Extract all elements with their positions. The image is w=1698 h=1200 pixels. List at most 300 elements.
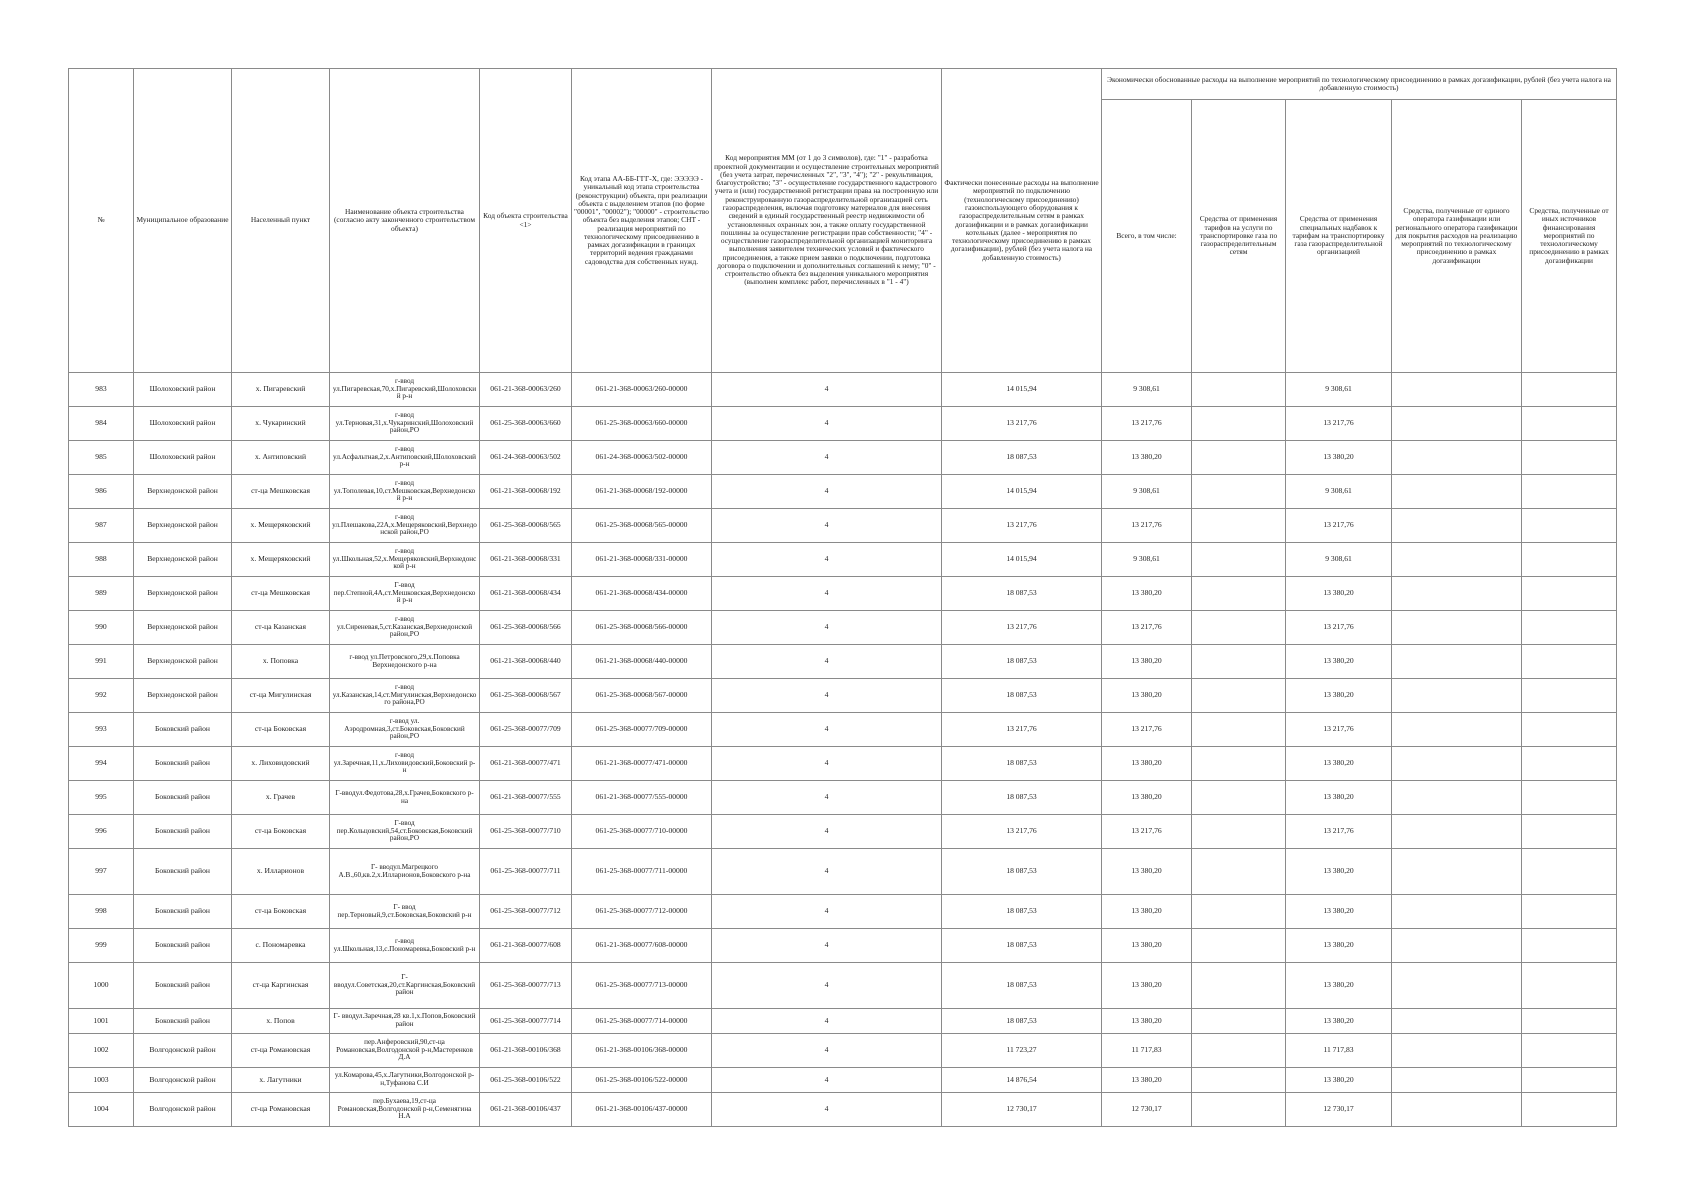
other-sources-cell <box>1522 1068 1617 1093</box>
municipality-cell: Боковский район <box>134 747 232 781</box>
object-code-cell: 061-21-368-00106/368 <box>480 1034 572 1068</box>
actual-costs-cell: 18 087,53 <box>942 781 1102 815</box>
total-cell: 13 380,20 <box>1102 849 1192 895</box>
single-operator-cell <box>1392 963 1522 1009</box>
special-markups-cell: 13 380,20 <box>1286 747 1392 781</box>
actual-costs-cell: 14 015,94 <box>942 543 1102 577</box>
total-cell: 13 217,76 <box>1102 815 1192 849</box>
tariff-services-cell <box>1192 815 1286 849</box>
actual-costs-cell: 14 876,54 <box>942 1068 1102 1093</box>
event-code-cell: 4 <box>712 407 942 441</box>
special-markups-cell: 13 380,20 <box>1286 1009 1392 1034</box>
tariff-services-cell <box>1192 577 1286 611</box>
object-code-cell: 061-21-368-00068/440 <box>480 645 572 679</box>
object-code-cell: 061-25-368-00077/714 <box>480 1009 572 1034</box>
single-operator-cell <box>1392 929 1522 963</box>
table-row <box>69 1068 1617 1093</box>
actual-costs-cell: 18 087,53 <box>942 645 1102 679</box>
special-markups-cell: 13 380,20 <box>1286 645 1392 679</box>
single-operator-cell <box>1392 543 1522 577</box>
tariff-services-cell <box>1192 849 1286 895</box>
locality-cell: ст-ца Мешковская <box>232 577 330 611</box>
total-cell: 13 380,20 <box>1102 929 1192 963</box>
locality-cell: х. Попов <box>232 1009 330 1034</box>
row-number: 998 <box>69 895 134 929</box>
stage-code-cell: 061-25-368-00077/711-00000 <box>572 849 712 895</box>
stage-code-cell: 061-21-368-00077/471-00000 <box>572 747 712 781</box>
tariff-services-cell <box>1192 543 1286 577</box>
object-code-cell: 061-25-368-00077/713 <box>480 963 572 1009</box>
actual-costs-cell: 18 087,53 <box>942 963 1102 1009</box>
object-code-cell: 061-25-368-00068/567 <box>480 679 572 713</box>
special-markups-cell: 12 730,17 <box>1286 1093 1392 1127</box>
single-operator-cell <box>1392 895 1522 929</box>
locality-cell: ст-ца Мешковская <box>232 475 330 509</box>
municipality-cell: Верхнедонской район <box>134 611 232 645</box>
special-markups-cell: 13 380,20 <box>1286 441 1392 475</box>
locality-cell: х. Грачев <box>232 781 330 815</box>
municipality-cell: Шолоховский район <box>134 373 232 407</box>
object-code-cell: 061-25-368-00068/565 <box>480 509 572 543</box>
other-sources-cell <box>1522 611 1617 645</box>
locality-cell: ст-ца Боковская <box>232 815 330 849</box>
row-number: 991 <box>69 645 134 679</box>
event-code-cell: 4 <box>712 815 942 849</box>
stage-code-cell: 061-25-368-00077/713-00000 <box>572 963 712 1009</box>
object-name-cell: г-ввод ул.Школьная,13,с.Пономаревка,Боковский р-н <box>330 929 480 963</box>
locality-cell: х. Лагутники <box>232 1068 330 1093</box>
table-body <box>69 373 1617 1127</box>
tariff-services-cell <box>1192 1034 1286 1068</box>
event-code-cell: 4 <box>712 577 942 611</box>
special-markups-cell: 13 217,76 <box>1286 407 1392 441</box>
tariff-services-cell <box>1192 713 1286 747</box>
municipality-cell: Боковский район <box>134 1009 232 1034</box>
table-row <box>69 1093 1617 1127</box>
total-cell: 13 217,76 <box>1102 407 1192 441</box>
object-name-cell: Г-вводул.Федотова,28,х.Грачев,Боковского р-на <box>330 781 480 815</box>
actual-costs-cell: 18 087,53 <box>942 747 1102 781</box>
row-number: 996 <box>69 815 134 849</box>
other-sources-cell <box>1522 781 1617 815</box>
locality-cell: с. Пономаревка <box>232 929 330 963</box>
single-operator-cell <box>1392 577 1522 611</box>
object-name-cell: Г-ввод пер.Степной,4А,ст.Мешковская,Верхнедонской р-н <box>330 577 480 611</box>
table-row <box>69 475 1617 509</box>
tariff-services-cell <box>1192 1068 1286 1093</box>
stage-code-cell: 061-21-368-00106/368-00000 <box>572 1034 712 1068</box>
total-cell: 13 380,20 <box>1102 441 1192 475</box>
single-operator-cell <box>1392 509 1522 543</box>
event-code-cell: 4 <box>712 645 942 679</box>
other-sources-cell <box>1522 1093 1617 1127</box>
event-code-cell: 4 <box>712 475 942 509</box>
row-number: 989 <box>69 577 134 611</box>
event-code-cell: 4 <box>712 611 942 645</box>
municipality-cell: Верхнедонской район <box>134 577 232 611</box>
actual-costs-cell: 18 087,53 <box>942 849 1102 895</box>
special-markups-cell: 13 380,20 <box>1286 895 1392 929</box>
locality-cell: ст-ца Боковская <box>232 713 330 747</box>
table-row <box>69 509 1617 543</box>
table-row <box>69 1034 1617 1068</box>
object-code-cell: 061-25-368-00077/709 <box>480 713 572 747</box>
event-code-cell: 4 <box>712 373 942 407</box>
col-header-tariff-services: Средства от применения тарифов на услуги по транспортировке газа по газораспределительным сетям <box>1192 100 1286 373</box>
locality-cell: ст-ца Казанская <box>232 611 330 645</box>
object-code-cell: 061-25-368-00077/711 <box>480 849 572 895</box>
col-header-economic-group: Экономически обоснованные расходы на выполнение мероприятий по технологическому присоединению в рамках догазификации, рублей (без учета налога на добавленную стоимость) <box>1102 69 1617 100</box>
table-row <box>69 929 1617 963</box>
tariff-services-cell <box>1192 929 1286 963</box>
municipality-cell: Волгодонской район <box>134 1068 232 1093</box>
object-code-cell: 061-21-368-00068/192 <box>480 475 572 509</box>
actual-costs-cell: 11 723,27 <box>942 1034 1102 1068</box>
total-cell: 13 217,76 <box>1102 713 1192 747</box>
event-code-cell: 4 <box>712 895 942 929</box>
tariff-services-cell <box>1192 441 1286 475</box>
object-code-cell: 061-21-368-00106/437 <box>480 1093 572 1127</box>
object-name-cell: г-ввод ул.Заречная,11,х.Лиховидовский,Боковский р-н <box>330 747 480 781</box>
locality-cell: х. Чукаринский <box>232 407 330 441</box>
total-cell: 13 380,20 <box>1102 1068 1192 1093</box>
object-code-cell: 061-25-368-00068/566 <box>480 611 572 645</box>
other-sources-cell <box>1522 577 1617 611</box>
municipality-cell: Боковский район <box>134 849 232 895</box>
row-number: 994 <box>69 747 134 781</box>
single-operator-cell <box>1392 475 1522 509</box>
event-code-cell: 4 <box>712 1034 942 1068</box>
other-sources-cell <box>1522 645 1617 679</box>
col-header-locality: Населенный пункт <box>232 69 330 373</box>
municipality-cell: Шолоховский район <box>134 441 232 475</box>
actual-costs-cell: 13 217,76 <box>942 509 1102 543</box>
municipality-cell: Боковский район <box>134 895 232 929</box>
actual-costs-cell: 18 087,53 <box>942 577 1102 611</box>
actual-costs-cell: 12 730,17 <box>942 1093 1102 1127</box>
actual-costs-cell: 18 087,53 <box>942 895 1102 929</box>
event-code-cell: 4 <box>712 441 942 475</box>
single-operator-cell <box>1392 747 1522 781</box>
event-code-cell: 4 <box>712 713 942 747</box>
municipality-cell: Волгодонской район <box>134 1034 232 1068</box>
special-markups-cell: 13 217,76 <box>1286 815 1392 849</box>
table-row <box>69 781 1617 815</box>
col-header-municipality: Муниципальное образование <box>134 69 232 373</box>
tariff-services-cell <box>1192 373 1286 407</box>
special-markups-cell: 13 217,76 <box>1286 713 1392 747</box>
single-operator-cell <box>1392 611 1522 645</box>
actual-costs-cell: 13 217,76 <box>942 713 1102 747</box>
object-name-cell: г-ввод ул.Плешакова,22А,х.Мещеряковский,Верхнедонской район,РО <box>330 509 480 543</box>
municipality-cell: Верхнедонской район <box>134 679 232 713</box>
special-markups-cell: 13 380,20 <box>1286 679 1392 713</box>
special-markups-cell: 13 380,20 <box>1286 577 1392 611</box>
actual-costs-cell: 13 217,76 <box>942 815 1102 849</box>
object-name-cell: Г- вводул.Магрецкого А.В.,60,кв.2,х.Илларионов,Боковского р-на <box>330 849 480 895</box>
row-number: 986 <box>69 475 134 509</box>
actual-costs-cell: 14 015,94 <box>942 373 1102 407</box>
other-sources-cell <box>1522 373 1617 407</box>
special-markups-cell: 13 380,20 <box>1286 781 1392 815</box>
actual-costs-cell: 18 087,53 <box>942 929 1102 963</box>
total-cell: 13 217,76 <box>1102 611 1192 645</box>
total-cell: 9 308,61 <box>1102 475 1192 509</box>
locality-cell: х. Поповка <box>232 645 330 679</box>
col-header-actual-costs: Фактически понесенные расходы на выполнение мероприятий по подключению (технологическому присоединению) газоиспользующего оборудования к газораспределительным сетям в рамках догазификации и в рамках догазификации котельных (далее - мероприятия по технологическому присоединению в рамках догазификации), рублей (без учета налога на добавленную стоимость) <box>942 69 1102 373</box>
single-operator-cell <box>1392 679 1522 713</box>
event-code-cell: 4 <box>712 1068 942 1093</box>
table-row <box>69 713 1617 747</box>
actual-costs-cell: 18 087,53 <box>942 679 1102 713</box>
stage-code-cell: 061-25-368-00077/709-00000 <box>572 713 712 747</box>
other-sources-cell <box>1522 441 1617 475</box>
other-sources-cell <box>1522 407 1617 441</box>
stage-code-cell: 061-21-368-00068/434-00000 <box>572 577 712 611</box>
municipality-cell: Верхнедонской район <box>134 645 232 679</box>
other-sources-cell <box>1522 543 1617 577</box>
stage-code-cell: 061-25-368-00077/712-00000 <box>572 895 712 929</box>
single-operator-cell <box>1392 407 1522 441</box>
table-row <box>69 815 1617 849</box>
object-code-cell: 061-25-368-00063/660 <box>480 407 572 441</box>
total-cell: 13 380,20 <box>1102 645 1192 679</box>
municipality-cell: Боковский район <box>134 815 232 849</box>
event-code-cell: 4 <box>712 929 942 963</box>
object-name-cell: Г-ввод пер.Кольцовский,54,ст.Боковская,Боковский район,РО <box>330 815 480 849</box>
tariff-services-cell <box>1192 1009 1286 1034</box>
object-name-cell: г-ввод ул.Петровского,29,х.Поповка Верхнедонского р-на <box>330 645 480 679</box>
special-markups-cell: 13 380,20 <box>1286 963 1392 1009</box>
object-code-cell: 061-21-368-00077/555 <box>480 781 572 815</box>
locality-cell: х. Мещеряковский <box>232 543 330 577</box>
row-number: 983 <box>69 373 134 407</box>
col-header-num: № <box>69 69 134 373</box>
row-number: 999 <box>69 929 134 963</box>
table-row <box>69 373 1617 407</box>
col-header-special-markups: Средства от применения специальных надбавок к тарифам на транспортировку газа газораспределительной организацией <box>1286 100 1392 373</box>
object-code-cell: 061-25-368-00106/522 <box>480 1068 572 1093</box>
total-cell: 13 380,20 <box>1102 895 1192 929</box>
single-operator-cell <box>1392 1009 1522 1034</box>
single-operator-cell <box>1392 1068 1522 1093</box>
single-operator-cell <box>1392 1093 1522 1127</box>
tariff-services-cell <box>1192 679 1286 713</box>
municipality-cell: Верхнедонской район <box>134 509 232 543</box>
single-operator-cell <box>1392 713 1522 747</box>
event-code-cell: 4 <box>712 963 942 1009</box>
total-cell: 9 308,61 <box>1102 543 1192 577</box>
event-code-cell: 4 <box>712 679 942 713</box>
row-number: 1002 <box>69 1034 134 1068</box>
locality-cell: х. Мещеряковский <box>232 509 330 543</box>
object-name-cell: Г- ввод пер.Терновый,9,ст.Боковская,Боковский р-н <box>330 895 480 929</box>
col-header-single-operator: Средства, полученные от единого оператора газификации или регионального оператора газификации для покрытия расходов на реализацию мероприятий по технологическому присоединению в рамках догазификации <box>1392 100 1522 373</box>
stage-code-cell: 061-25-368-00077/710-00000 <box>572 815 712 849</box>
municipality-cell: Боковский район <box>134 929 232 963</box>
stage-code-cell: 061-21-368-00068/440-00000 <box>572 645 712 679</box>
event-code-cell: 4 <box>712 849 942 895</box>
gasification-cost-table <box>68 68 1617 1127</box>
col-header-object-code: Код объекта строительства <1> <box>480 69 572 373</box>
stage-code-cell: 061-25-368-00068/565-00000 <box>572 509 712 543</box>
locality-cell: ст-ца Мигулинская <box>232 679 330 713</box>
other-sources-cell <box>1522 713 1617 747</box>
stage-code-cell: 061-25-368-00106/522-00000 <box>572 1068 712 1093</box>
actual-costs-cell: 18 087,53 <box>942 441 1102 475</box>
table-row <box>69 543 1617 577</box>
table-row <box>69 407 1617 441</box>
row-number: 988 <box>69 543 134 577</box>
municipality-cell: Волгодонской район <box>134 1093 232 1127</box>
stage-code-cell: 061-21-368-00068/192-00000 <box>572 475 712 509</box>
special-markups-cell: 13 217,76 <box>1286 509 1392 543</box>
object-name-cell: г-ввод ул.Пигаревская,70,х.Пигаревский,Шолоховский р-н <box>330 373 480 407</box>
actual-costs-cell: 14 015,94 <box>942 475 1102 509</box>
special-markups-cell: 9 308,61 <box>1286 543 1392 577</box>
special-markups-cell: 13 380,20 <box>1286 849 1392 895</box>
other-sources-cell <box>1522 475 1617 509</box>
stage-code-cell: 061-25-368-00063/660-00000 <box>572 407 712 441</box>
table-row <box>69 611 1617 645</box>
single-operator-cell <box>1392 373 1522 407</box>
locality-cell: ст-ца Романовская <box>232 1093 330 1127</box>
municipality-cell: Боковский район <box>134 713 232 747</box>
event-code-cell: 4 <box>712 747 942 781</box>
object-name-cell: г-ввод ул.Казанская,14,ст.Мигулинская,Верхнедонского района,РО <box>330 679 480 713</box>
object-code-cell: 061-21-368-00077/471 <box>480 747 572 781</box>
row-number: 993 <box>69 713 134 747</box>
table-row <box>69 1009 1617 1034</box>
row-number: 997 <box>69 849 134 895</box>
tariff-services-cell <box>1192 475 1286 509</box>
object-name-cell: пер.Бухаева,19,ст-ца Романовская,Волгодонской р-н,Семенягина Н.А <box>330 1093 480 1127</box>
stage-code-cell: 061-21-368-00077/608-00000 <box>572 929 712 963</box>
row-number: 1000 <box>69 963 134 1009</box>
row-number: 995 <box>69 781 134 815</box>
stage-code-cell: 061-25-368-00068/566-00000 <box>572 611 712 645</box>
row-number: 987 <box>69 509 134 543</box>
other-sources-cell <box>1522 815 1617 849</box>
object-name-cell: г-ввод ул.Школьная,52,х.Мещеряковский,Верхнедонской р-н <box>330 543 480 577</box>
other-sources-cell <box>1522 963 1617 1009</box>
col-header-object-name: Наименование объекта строительства (согласно акту законченного строительством объекта) <box>330 69 480 373</box>
special-markups-cell: 13 380,20 <box>1286 929 1392 963</box>
stage-code-cell: 061-21-368-00068/331-00000 <box>572 543 712 577</box>
tariff-services-cell <box>1192 781 1286 815</box>
stage-code-cell: 061-24-368-00063/502-00000 <box>572 441 712 475</box>
locality-cell: ст-ца Боковская <box>232 895 330 929</box>
stage-code-cell: 061-21-368-00063/260-00000 <box>572 373 712 407</box>
special-markups-cell: 13 217,76 <box>1286 611 1392 645</box>
tariff-services-cell <box>1192 611 1286 645</box>
table-row <box>69 441 1617 475</box>
object-name-cell: г-ввод ул.Тополевая,10,ст.Мешковская,Верхнедонской р-н <box>330 475 480 509</box>
report-sheet <box>68 68 1616 1127</box>
event-code-cell: 4 <box>712 543 942 577</box>
object-name-cell: Г- вводул.Заречная,28 кв.1,х.Попов,Боковский район <box>330 1009 480 1034</box>
row-number: 1004 <box>69 1093 134 1127</box>
stage-code-cell: 061-21-368-00077/555-00000 <box>572 781 712 815</box>
single-operator-cell <box>1392 781 1522 815</box>
actual-costs-cell: 13 217,76 <box>942 611 1102 645</box>
object-code-cell: 061-25-368-00077/710 <box>480 815 572 849</box>
single-operator-cell <box>1392 1034 1522 1068</box>
table-row <box>69 645 1617 679</box>
object-code-cell: 061-25-368-00077/712 <box>480 895 572 929</box>
single-operator-cell <box>1392 441 1522 475</box>
object-code-cell: 061-21-368-00077/608 <box>480 929 572 963</box>
single-operator-cell <box>1392 815 1522 849</box>
municipality-cell: Боковский район <box>134 781 232 815</box>
object-name-cell: Г- вводул.Советская,20,ст.Каргинская,Боковский район <box>330 963 480 1009</box>
col-header-other-sources: Средства, полученные от иных источников финансирования мероприятий по технологическому присоединению в рамках догазификации <box>1522 100 1617 373</box>
table-row <box>69 849 1617 895</box>
row-number: 985 <box>69 441 134 475</box>
row-number: 1003 <box>69 1068 134 1093</box>
special-markups-cell: 13 380,20 <box>1286 1068 1392 1093</box>
total-cell: 9 308,61 <box>1102 373 1192 407</box>
total-cell: 13 380,20 <box>1102 577 1192 611</box>
tariff-services-cell <box>1192 963 1286 1009</box>
other-sources-cell <box>1522 929 1617 963</box>
object-name-cell: пер.Анферовский,90,ст-ца Романовская,Волгодонской р-н,Мастеренков Д.А <box>330 1034 480 1068</box>
table-row <box>69 963 1617 1009</box>
tariff-services-cell <box>1192 895 1286 929</box>
total-cell: 12 730,17 <box>1102 1093 1192 1127</box>
object-name-cell: г-ввод ул.Асфальтная,2,х.Антиповский,Шолоховский р-н <box>330 441 480 475</box>
special-markups-cell: 11 717,83 <box>1286 1034 1392 1068</box>
stage-code-cell: 061-21-368-00106/437-00000 <box>572 1093 712 1127</box>
single-operator-cell <box>1392 849 1522 895</box>
other-sources-cell <box>1522 1034 1617 1068</box>
stage-code-cell: 061-25-368-00077/714-00000 <box>572 1009 712 1034</box>
locality-cell: ст-ца Романовская <box>232 1034 330 1068</box>
event-code-cell: 4 <box>712 781 942 815</box>
other-sources-cell <box>1522 895 1617 929</box>
col-header-stage-code: Код этапа АА-ББ-ГГГ-Х, где: ЭЭЭЭЭ - уникальный код этапа строительства (реконструкции) объекта, при реализации объекта с выделением этапов (по форме "00001", "00002"); "00000" - строительство объекта без выделения этапов; СНТ - реализация мероприятий по технологическому присоединению в рамках догазификации в границах территорий ведения гражданами садоводства для собственных нужд. <box>572 69 712 373</box>
total-cell: 13 380,20 <box>1102 781 1192 815</box>
object-code-cell: 061-24-368-00063/502 <box>480 441 572 475</box>
total-cell: 13 380,20 <box>1102 679 1192 713</box>
table-row <box>69 679 1617 713</box>
row-number: 984 <box>69 407 134 441</box>
row-number: 1001 <box>69 1009 134 1034</box>
tariff-services-cell <box>1192 407 1286 441</box>
table-row <box>69 895 1617 929</box>
total-cell: 11 717,83 <box>1102 1034 1192 1068</box>
total-cell: 13 380,20 <box>1102 1009 1192 1034</box>
special-markups-cell: 9 308,61 <box>1286 475 1392 509</box>
object-code-cell: 061-21-368-00063/260 <box>480 373 572 407</box>
object-name-cell: ул.Комарова,45,х.Лагутники,Волгодонской р-н,Туфанова С.И <box>330 1068 480 1093</box>
tariff-services-cell <box>1192 509 1286 543</box>
locality-cell: х. Илларионов <box>232 849 330 895</box>
other-sources-cell <box>1522 509 1617 543</box>
object-code-cell: 061-21-368-00068/331 <box>480 543 572 577</box>
municipality-cell: Шолоховский район <box>134 407 232 441</box>
locality-cell: х. Пигаревский <box>232 373 330 407</box>
row-number: 990 <box>69 611 134 645</box>
event-code-cell: 4 <box>712 1009 942 1034</box>
other-sources-cell <box>1522 849 1617 895</box>
other-sources-cell <box>1522 747 1617 781</box>
locality-cell: ст-ца Каргинская <box>232 963 330 1009</box>
object-name-cell: г-ввод ул.Терновая,31,х.Чукаринский,Шолоховский район,РО <box>330 407 480 441</box>
total-cell: 13 217,76 <box>1102 509 1192 543</box>
col-header-total: Всего, в том числе: <box>1102 100 1192 373</box>
col-header-event-code: Код мероприятия ММ (от 1 до 3 символов), где: "1" - разработка проектной документации и осуществление строительных мероприятий (без учета затрат, перечисленных "2", "3", "4"); "2" - рекультивация, благоустройство; "3" - осуществление государственного кадастрового учета и (или) государственной регистрации права на построенную или реконструированную газораспределительной организацией сеть газораспределения, включая подготовку материалов для внесения сведений в единый государственный реестр недвижимости об установленных охранных зон, а также оплату государственной пошлины за осуществление регистрации прав собственности; "4" - осуществление газораспределительной организацией мониторинга выполнения заявителем технических условий и фактического присоединения, а также прием заявки о подключении, подготовка договора о подключении и дополнительных соглашений к нему; "0" - строительство объекта без выделения уникального мероприятия (выполнен комплекс работ, перечисленных в "1 - 4") <box>712 69 942 373</box>
